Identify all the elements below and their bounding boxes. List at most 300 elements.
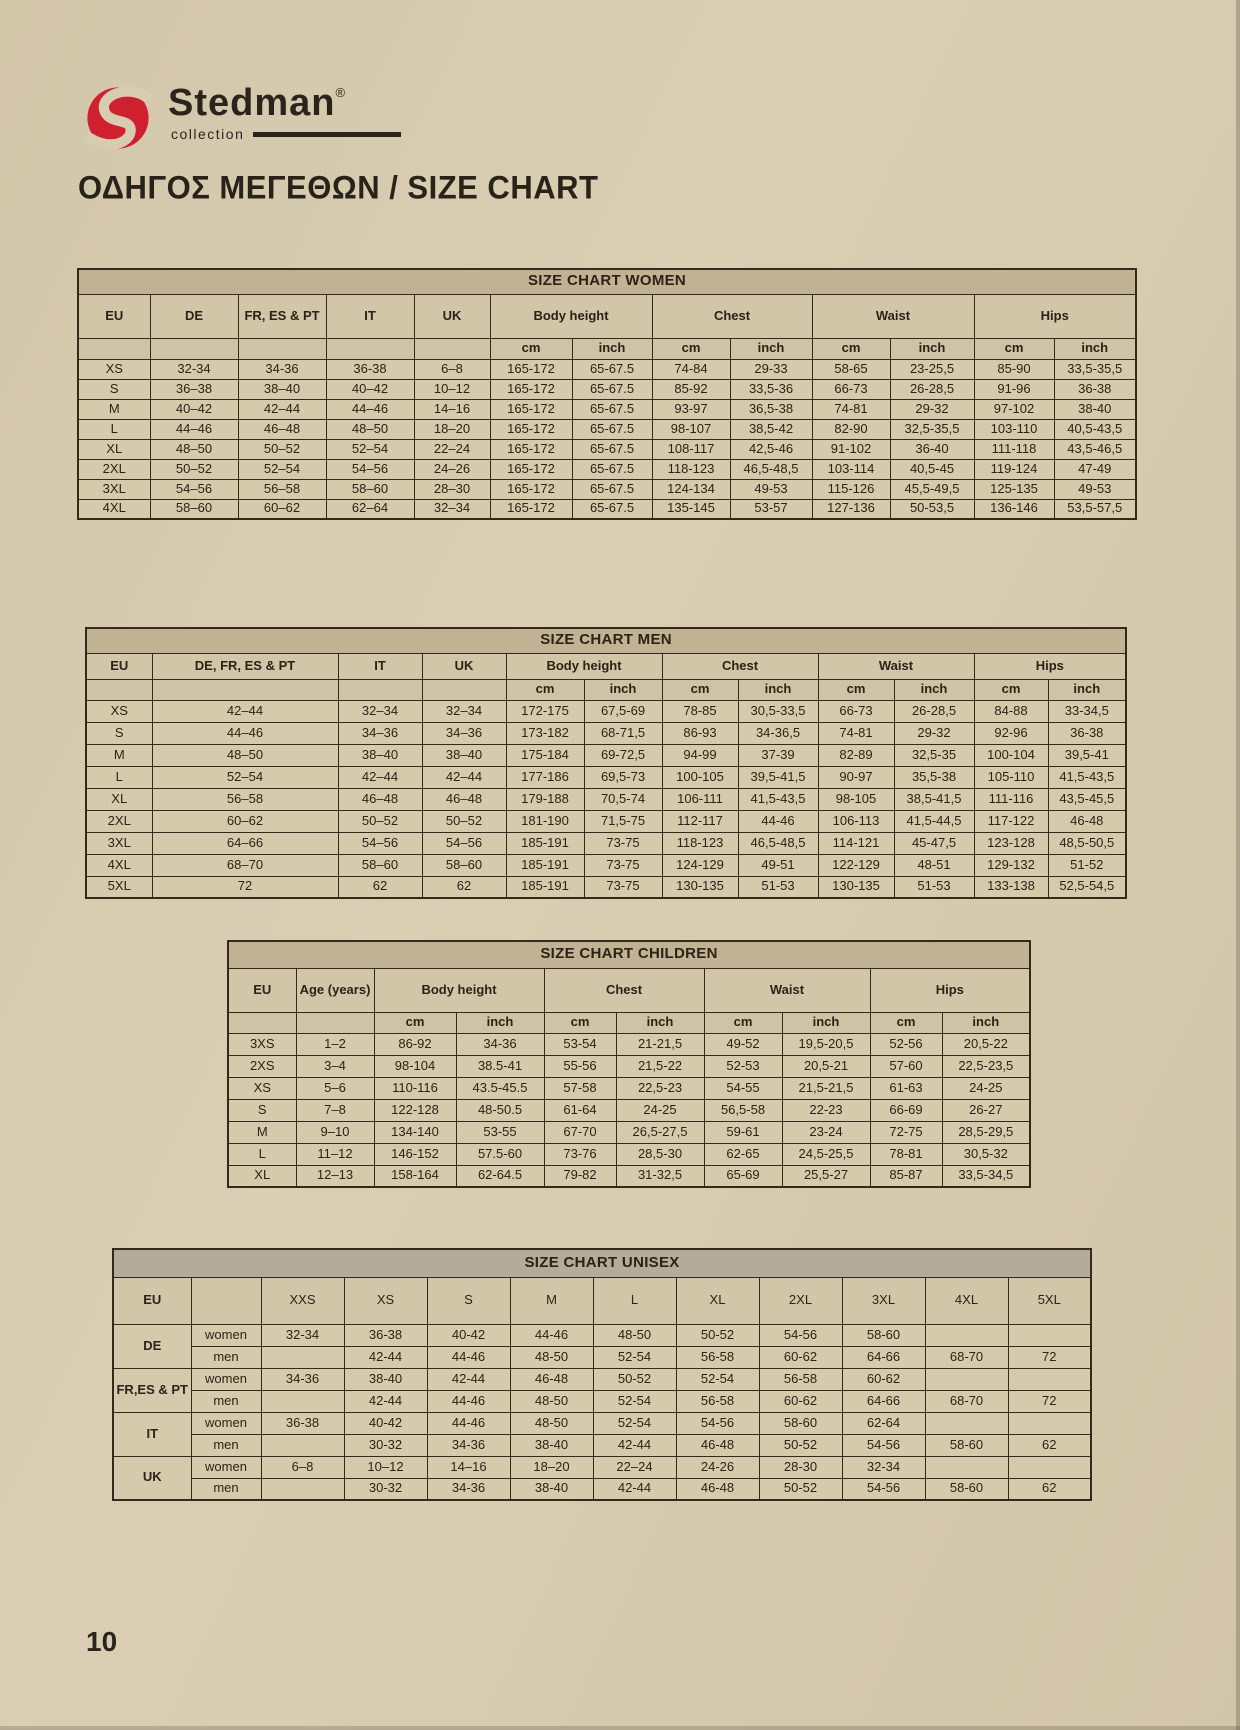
column-header: EU bbox=[86, 653, 152, 679]
size-cell: 73-75 bbox=[584, 876, 662, 898]
size-cell: 44-46 bbox=[427, 1390, 510, 1412]
size-cell bbox=[261, 1346, 344, 1368]
size-cell: 46-48 bbox=[676, 1434, 759, 1456]
size-cell: 72-75 bbox=[870, 1121, 942, 1143]
size-cell: 64-66 bbox=[842, 1390, 925, 1412]
size-cell: 46-48 bbox=[510, 1368, 593, 1390]
size-cell: 52-54 bbox=[593, 1390, 676, 1412]
size-cell bbox=[261, 1478, 344, 1500]
size-cell: 98-107 bbox=[652, 419, 730, 439]
size-cell: 24–26 bbox=[414, 459, 490, 479]
size-cell: 114-121 bbox=[818, 832, 894, 854]
size-cell: 40–42 bbox=[326, 379, 414, 399]
brand-word: Stedman bbox=[168, 82, 336, 124]
size-cell: 40–42 bbox=[150, 399, 238, 419]
size-cell: 50-52 bbox=[759, 1434, 842, 1456]
unit-label: inch bbox=[942, 1012, 1030, 1033]
size-cell: 51-52 bbox=[1048, 854, 1126, 876]
column-header: Hips bbox=[974, 294, 1136, 338]
gender-label: women bbox=[191, 1324, 261, 1346]
size-row-label: XS bbox=[228, 1077, 296, 1099]
size-cell: 21,5-21,5 bbox=[782, 1077, 870, 1099]
size-cell: 64–66 bbox=[152, 832, 338, 854]
size-cell: 45,5-49,5 bbox=[890, 479, 974, 499]
size-cell: 46,5-48,5 bbox=[738, 832, 818, 854]
unit-label bbox=[150, 338, 238, 359]
unit-label bbox=[228, 1012, 296, 1033]
size-cell: 38-40 bbox=[510, 1478, 593, 1500]
size-cell: 118-123 bbox=[652, 459, 730, 479]
size-cell: 58–60 bbox=[338, 854, 422, 876]
size-cell: 72 bbox=[1008, 1346, 1091, 1368]
size-cell: 30-32 bbox=[344, 1434, 427, 1456]
size-cell: 59-61 bbox=[704, 1121, 782, 1143]
size-cell: 40,5-45 bbox=[890, 459, 974, 479]
unit-label: inch bbox=[1048, 679, 1126, 700]
size-cell: 165-172 bbox=[490, 439, 572, 459]
registered-mark: ® bbox=[335, 85, 347, 100]
size-cell: 43,5-46,5 bbox=[1054, 439, 1136, 459]
size-cell bbox=[1008, 1324, 1091, 1346]
size-cell: 41,5-43,5 bbox=[1048, 766, 1126, 788]
size-cell: 18–20 bbox=[510, 1456, 593, 1478]
column-header: IT bbox=[326, 294, 414, 338]
size-cell: 26-28,5 bbox=[894, 700, 974, 722]
unit-label: inch bbox=[890, 338, 974, 359]
size-chart-men-table bbox=[85, 627, 1127, 899]
size-cell: 45-47,5 bbox=[894, 832, 974, 854]
column-header: EU bbox=[228, 968, 296, 1012]
unit-label: cm bbox=[662, 679, 738, 700]
size-cell: 100-104 bbox=[974, 744, 1048, 766]
size-cell: 28,5-30 bbox=[616, 1143, 704, 1165]
unit-label: cm bbox=[870, 1012, 942, 1033]
column-header bbox=[191, 1277, 261, 1324]
table-title: SIZE CHART WOMEN bbox=[78, 269, 1136, 294]
size-cell: 34-36 bbox=[238, 359, 326, 379]
column-header: EU bbox=[113, 1277, 191, 1324]
column-header: XL bbox=[676, 1277, 759, 1324]
column-header: XS bbox=[344, 1277, 427, 1324]
size-cell: 173-182 bbox=[506, 722, 584, 744]
column-header: Waist bbox=[818, 653, 974, 679]
size-cell: 65-67.5 bbox=[572, 379, 652, 399]
column-header: Age (years) bbox=[296, 968, 374, 1012]
size-cell: 34-36,5 bbox=[738, 722, 818, 744]
size-row-label: S bbox=[86, 722, 152, 744]
size-cell: 46–48 bbox=[238, 419, 326, 439]
size-cell: 48–50 bbox=[152, 744, 338, 766]
size-cell: 44-46 bbox=[427, 1412, 510, 1434]
size-cell: 56-58 bbox=[759, 1368, 842, 1390]
size-cell: 12–13 bbox=[296, 1165, 374, 1187]
unit-label bbox=[238, 338, 326, 359]
size-cell bbox=[925, 1324, 1008, 1346]
size-row-label: L bbox=[86, 766, 152, 788]
size-cell: 56–58 bbox=[152, 788, 338, 810]
size-cell: 123-128 bbox=[974, 832, 1048, 854]
table-title: SIZE CHART MEN bbox=[86, 628, 1126, 653]
size-cell: 61-64 bbox=[544, 1099, 616, 1121]
size-cell: 60-62 bbox=[842, 1368, 925, 1390]
unit-label: inch bbox=[1054, 338, 1136, 359]
size-cell: 90-97 bbox=[818, 766, 894, 788]
size-cell: 62-64 bbox=[842, 1412, 925, 1434]
gender-label: women bbox=[191, 1456, 261, 1478]
unit-label: cm bbox=[652, 338, 730, 359]
size-cell: 79-82 bbox=[544, 1165, 616, 1187]
size-cell: 70,5-74 bbox=[584, 788, 662, 810]
size-cell: 53-57 bbox=[730, 499, 812, 519]
size-cell: 108-117 bbox=[652, 439, 730, 459]
unit-label: inch bbox=[730, 338, 812, 359]
size-cell: 54–56 bbox=[326, 459, 414, 479]
size-cell: 185-191 bbox=[506, 876, 584, 898]
unit-label: inch bbox=[572, 338, 652, 359]
size-cell: 20,5-22 bbox=[942, 1033, 1030, 1055]
column-header: EU bbox=[78, 294, 150, 338]
unit-label: inch bbox=[738, 679, 818, 700]
size-cell: 32-34 bbox=[842, 1456, 925, 1478]
column-header: 5XL bbox=[1008, 1277, 1091, 1324]
size-cell: 38–40 bbox=[338, 744, 422, 766]
size-row-label: XS bbox=[86, 700, 152, 722]
size-cell: 49-51 bbox=[738, 854, 818, 876]
unit-label: cm bbox=[490, 338, 572, 359]
column-header: 4XL bbox=[925, 1277, 1008, 1324]
region-label: UK bbox=[113, 1456, 191, 1500]
gender-label: men bbox=[191, 1434, 261, 1456]
size-cell: 33,5-36 bbox=[730, 379, 812, 399]
size-cell: 86-93 bbox=[662, 722, 738, 744]
size-cell: 48-50 bbox=[510, 1346, 593, 1368]
size-row-label: M bbox=[228, 1121, 296, 1143]
size-cell: 44-46 bbox=[510, 1324, 593, 1346]
column-header: L bbox=[593, 1277, 676, 1324]
size-cell: 61-63 bbox=[870, 1077, 942, 1099]
unit-label: inch bbox=[894, 679, 974, 700]
size-cell: 10–12 bbox=[414, 379, 490, 399]
size-row-label: 4XL bbox=[78, 499, 150, 519]
size-cell: 58-60 bbox=[842, 1324, 925, 1346]
unit-label bbox=[152, 679, 338, 700]
size-cell: 22-23 bbox=[782, 1099, 870, 1121]
size-cell: 30,5-32 bbox=[942, 1143, 1030, 1165]
size-cell: 56–58 bbox=[238, 479, 326, 499]
size-cell: 86-92 bbox=[374, 1033, 456, 1055]
size-cell: 135-145 bbox=[652, 499, 730, 519]
size-cell: 29-32 bbox=[890, 399, 974, 419]
logo-text bbox=[168, 84, 401, 142]
size-cell: 68-70 bbox=[925, 1390, 1008, 1412]
size-cell: 34-36 bbox=[456, 1033, 544, 1055]
size-cell: 36,5-38 bbox=[730, 399, 812, 419]
size-cell: 36–38 bbox=[150, 379, 238, 399]
size-cell: 98-105 bbox=[818, 788, 894, 810]
size-cell: 66-73 bbox=[818, 700, 894, 722]
size-cell: 49-53 bbox=[730, 479, 812, 499]
size-row-label: 2XL bbox=[86, 810, 152, 832]
size-cell: 42-44 bbox=[593, 1478, 676, 1500]
size-cell: 71,5-75 bbox=[584, 810, 662, 832]
size-cell: 36-40 bbox=[890, 439, 974, 459]
size-cell: 133-138 bbox=[974, 876, 1048, 898]
size-cell: 14–16 bbox=[427, 1456, 510, 1478]
size-cell: 34–36 bbox=[422, 722, 506, 744]
size-cell: 46-48 bbox=[1048, 810, 1126, 832]
collection-row bbox=[171, 126, 401, 142]
size-cell: 47-49 bbox=[1054, 459, 1136, 479]
unit-label bbox=[296, 1012, 374, 1033]
size-cell: 52-53 bbox=[704, 1055, 782, 1077]
size-cell bbox=[261, 1434, 344, 1456]
size-cell: 31-32,5 bbox=[616, 1165, 704, 1187]
size-cell: 36-38 bbox=[1048, 722, 1126, 744]
size-cell: 65-67.5 bbox=[572, 359, 652, 379]
column-header: Hips bbox=[974, 653, 1126, 679]
size-cell: 73-76 bbox=[544, 1143, 616, 1165]
size-cell: 62 bbox=[422, 876, 506, 898]
size-row-label: XL bbox=[86, 788, 152, 810]
size-cell: 62 bbox=[338, 876, 422, 898]
size-cell: 37-39 bbox=[738, 744, 818, 766]
size-cell: 42–44 bbox=[152, 700, 338, 722]
size-cell bbox=[925, 1412, 1008, 1434]
size-cell: 134-140 bbox=[374, 1121, 456, 1143]
size-cell: 38–40 bbox=[238, 379, 326, 399]
size-cell: 33,5-35,5 bbox=[1054, 359, 1136, 379]
size-cell: 158-164 bbox=[374, 1165, 456, 1187]
size-cell: 23-24 bbox=[782, 1121, 870, 1143]
size-cell: 42-44 bbox=[593, 1434, 676, 1456]
size-cell: 40,5-43,5 bbox=[1054, 419, 1136, 439]
page-number: 10 bbox=[86, 1626, 118, 1657]
size-cell: 136-146 bbox=[974, 499, 1054, 519]
size-cell: 44-46 bbox=[427, 1346, 510, 1368]
size-cell: 185-191 bbox=[506, 832, 584, 854]
size-cell: 78-81 bbox=[870, 1143, 942, 1165]
size-cell: 42-44 bbox=[344, 1346, 427, 1368]
size-chart-women-table bbox=[77, 268, 1137, 520]
size-cell: 65-67.5 bbox=[572, 419, 652, 439]
size-cell: 62–64 bbox=[326, 499, 414, 519]
size-cell: 34-36 bbox=[261, 1368, 344, 1390]
size-cell: 94-99 bbox=[662, 744, 738, 766]
size-cell: 92-96 bbox=[974, 722, 1048, 744]
size-cell: 62 bbox=[1008, 1434, 1091, 1456]
size-cell: 177-186 bbox=[506, 766, 584, 788]
size-cell: 40-42 bbox=[344, 1412, 427, 1434]
size-cell: 50–52 bbox=[238, 439, 326, 459]
size-cell: 32–34 bbox=[414, 499, 490, 519]
unit-label: cm bbox=[544, 1012, 616, 1033]
size-cell: 46–48 bbox=[338, 788, 422, 810]
column-header: Waist bbox=[812, 294, 974, 338]
size-cell: 112-117 bbox=[662, 810, 738, 832]
size-cell: 98-104 bbox=[374, 1055, 456, 1077]
size-cell: 58-60 bbox=[925, 1434, 1008, 1456]
size-cell: 85-87 bbox=[870, 1165, 942, 1187]
size-cell: 56-58 bbox=[676, 1390, 759, 1412]
size-cell: 69,5-73 bbox=[584, 766, 662, 788]
size-cell: 103-114 bbox=[812, 459, 890, 479]
unit-label bbox=[78, 338, 150, 359]
size-row-label: XL bbox=[228, 1165, 296, 1187]
size-cell: 42-44 bbox=[344, 1390, 427, 1412]
region-label: FR,ES & PT bbox=[113, 1368, 191, 1412]
column-header: Body height bbox=[506, 653, 662, 679]
column-header: Waist bbox=[704, 968, 870, 1012]
stedman-logo bbox=[80, 84, 401, 152]
size-cell: 42–44 bbox=[238, 399, 326, 419]
column-header: IT bbox=[338, 653, 422, 679]
size-cell: 48,5-50,5 bbox=[1048, 832, 1126, 854]
size-cell: 127-136 bbox=[812, 499, 890, 519]
size-cell: 65-67.5 bbox=[572, 399, 652, 419]
size-cell: 36-38 bbox=[344, 1324, 427, 1346]
size-cell: 50–52 bbox=[422, 810, 506, 832]
size-cell: 53-55 bbox=[456, 1121, 544, 1143]
size-cell: 1–2 bbox=[296, 1033, 374, 1055]
size-cell: 62-64.5 bbox=[456, 1165, 544, 1187]
size-cell: 6–8 bbox=[414, 359, 490, 379]
size-cell: 22,5-23 bbox=[616, 1077, 704, 1099]
size-cell: 125-135 bbox=[974, 479, 1054, 499]
brand-name bbox=[168, 84, 401, 122]
size-cell: 28–30 bbox=[414, 479, 490, 499]
size-chart-children-table bbox=[227, 940, 1031, 1188]
size-cell: 117-122 bbox=[974, 810, 1048, 832]
size-cell: 20,5-21 bbox=[782, 1055, 870, 1077]
size-cell: 58–60 bbox=[422, 854, 506, 876]
size-cell: 22–24 bbox=[593, 1456, 676, 1478]
size-cell: 106-111 bbox=[662, 788, 738, 810]
size-cell: 53-54 bbox=[544, 1033, 616, 1055]
size-cell: 21,5-22 bbox=[616, 1055, 704, 1077]
size-cell: 51-53 bbox=[738, 876, 818, 898]
size-cell: 34-36 bbox=[427, 1434, 510, 1456]
size-row-label: 4XL bbox=[86, 854, 152, 876]
size-cell: 32,5-35,5 bbox=[890, 419, 974, 439]
size-cell: 65-67.5 bbox=[572, 479, 652, 499]
size-cell: 67,5-69 bbox=[584, 700, 662, 722]
size-cell: 165-172 bbox=[490, 479, 572, 499]
size-cell: 172-175 bbox=[506, 700, 584, 722]
size-cell: 22–24 bbox=[414, 439, 490, 459]
size-cell: 82-89 bbox=[818, 744, 894, 766]
size-cell: 54–56 bbox=[150, 479, 238, 499]
size-cell: 54-55 bbox=[704, 1077, 782, 1099]
size-cell: 54–56 bbox=[338, 832, 422, 854]
size-cell: 24-25 bbox=[616, 1099, 704, 1121]
size-cell: 58-60 bbox=[759, 1412, 842, 1434]
size-cell: 32–34 bbox=[338, 700, 422, 722]
size-cell: 36-38 bbox=[1054, 379, 1136, 399]
size-cell: 103-110 bbox=[974, 419, 1054, 439]
size-cell: 181-190 bbox=[506, 810, 584, 832]
size-cell bbox=[1008, 1412, 1091, 1434]
size-cell: 42-44 bbox=[427, 1368, 510, 1390]
size-cell: 129-132 bbox=[974, 854, 1048, 876]
unit-label bbox=[414, 338, 490, 359]
size-cell: 73-75 bbox=[584, 854, 662, 876]
size-cell: 66-73 bbox=[812, 379, 890, 399]
size-row-label: S bbox=[228, 1099, 296, 1121]
size-cell: 72 bbox=[152, 876, 338, 898]
size-cell: 24-26 bbox=[676, 1456, 759, 1478]
size-cell: 39,5-41 bbox=[1048, 744, 1126, 766]
size-cell: 18–20 bbox=[414, 419, 490, 439]
size-cell: 165-172 bbox=[490, 399, 572, 419]
unit-label: cm bbox=[506, 679, 584, 700]
size-row-label: L bbox=[228, 1143, 296, 1165]
unit-label: cm bbox=[812, 338, 890, 359]
size-cell bbox=[1008, 1456, 1091, 1478]
column-header: Chest bbox=[662, 653, 818, 679]
size-cell: 122-128 bbox=[374, 1099, 456, 1121]
size-cell: 28,5-29,5 bbox=[942, 1121, 1030, 1143]
size-cell: 175-184 bbox=[506, 744, 584, 766]
size-cell: 119-124 bbox=[974, 459, 1054, 479]
size-cell: 118-123 bbox=[662, 832, 738, 854]
size-cell: 58–60 bbox=[150, 499, 238, 519]
size-cell: 50–52 bbox=[150, 459, 238, 479]
size-cell: 85-90 bbox=[974, 359, 1054, 379]
size-cell: 165-172 bbox=[490, 359, 572, 379]
gender-label: men bbox=[191, 1346, 261, 1368]
size-cell: 33,5-34,5 bbox=[942, 1165, 1030, 1187]
size-cell: 84-88 bbox=[974, 700, 1048, 722]
size-cell: 38,5-41,5 bbox=[894, 788, 974, 810]
size-cell: 130-135 bbox=[818, 876, 894, 898]
column-header: FR, ES & PT bbox=[238, 294, 326, 338]
size-cell: 57.5-60 bbox=[456, 1143, 544, 1165]
column-header: Chest bbox=[544, 968, 704, 1012]
size-cell: 40-42 bbox=[427, 1324, 510, 1346]
size-cell: 68–70 bbox=[152, 854, 338, 876]
size-cell: 26-28,5 bbox=[890, 379, 974, 399]
column-header: Hips bbox=[870, 968, 1030, 1012]
region-label: DE bbox=[113, 1324, 191, 1368]
size-cell: 165-172 bbox=[490, 419, 572, 439]
size-cell: 48-50 bbox=[593, 1324, 676, 1346]
size-row-label: M bbox=[86, 744, 152, 766]
size-cell: 35,5-38 bbox=[894, 766, 974, 788]
size-cell: 30,5-33,5 bbox=[738, 700, 818, 722]
size-cell: 38.5-41 bbox=[456, 1055, 544, 1077]
size-cell: 11–12 bbox=[296, 1143, 374, 1165]
size-cell: 93-97 bbox=[652, 399, 730, 419]
size-cell: 5–6 bbox=[296, 1077, 374, 1099]
size-cell: 46-48 bbox=[676, 1478, 759, 1500]
table-title: SIZE CHART UNISEX bbox=[113, 1249, 1091, 1277]
size-cell: 34-36 bbox=[427, 1478, 510, 1500]
size-cell bbox=[925, 1368, 1008, 1390]
size-cell: 38-40 bbox=[1054, 399, 1136, 419]
column-header: Chest bbox=[652, 294, 812, 338]
size-cell: 39,5-41,5 bbox=[738, 766, 818, 788]
size-cell: 65-67.5 bbox=[572, 459, 652, 479]
size-cell: 6–8 bbox=[261, 1456, 344, 1478]
size-cell: 52-56 bbox=[870, 1033, 942, 1055]
size-cell: 85-92 bbox=[652, 379, 730, 399]
size-cell: 51-53 bbox=[894, 876, 974, 898]
size-cell: 55-56 bbox=[544, 1055, 616, 1077]
size-cell: 48-50 bbox=[510, 1412, 593, 1434]
size-cell: 67-70 bbox=[544, 1121, 616, 1143]
size-cell: 32–34 bbox=[422, 700, 506, 722]
size-cell: 52–54 bbox=[152, 766, 338, 788]
